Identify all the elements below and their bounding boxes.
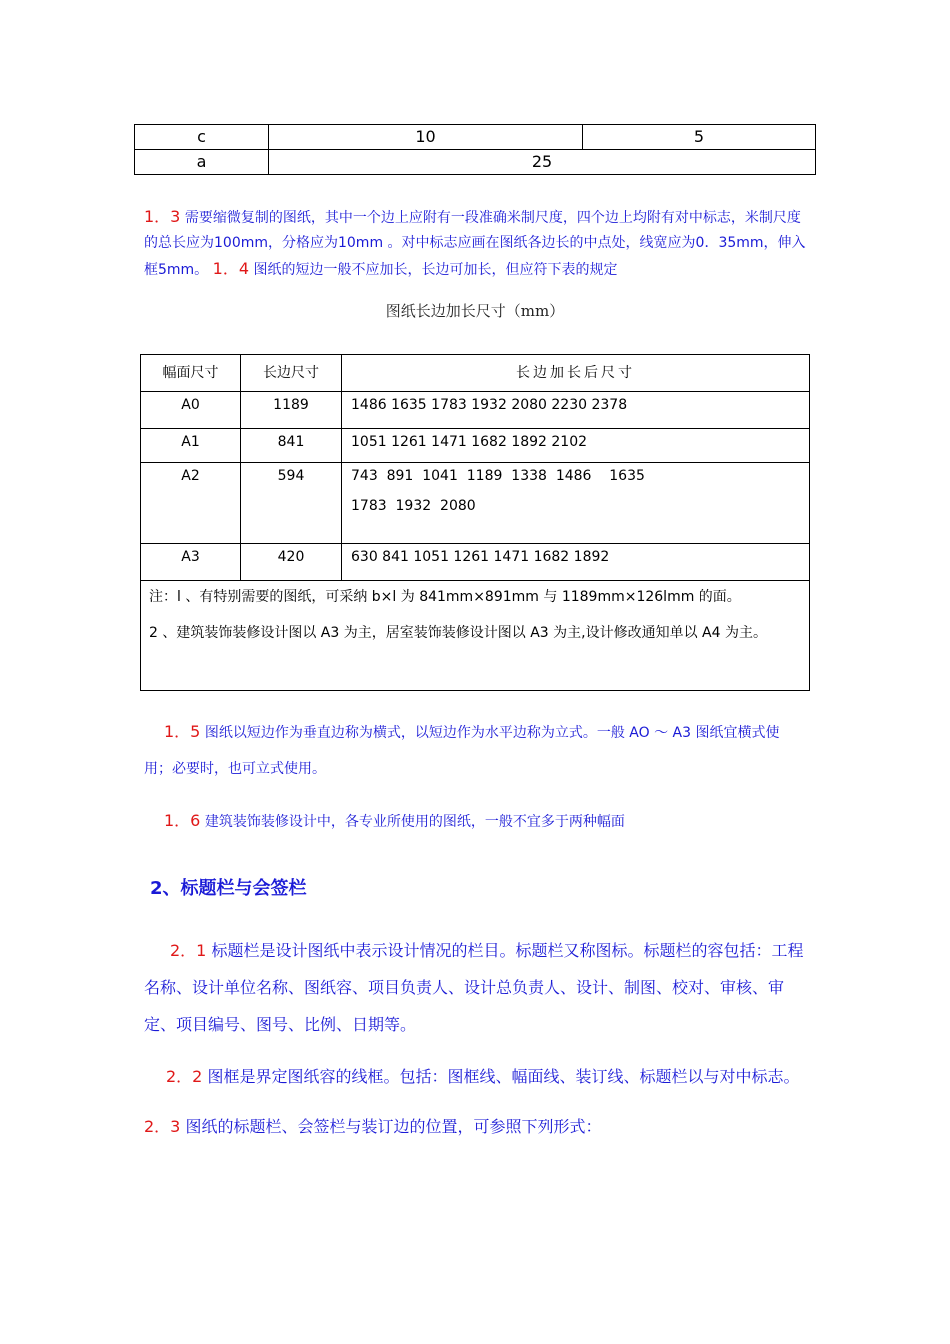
table-cell: 10 — [269, 125, 583, 150]
table-cell: 25 — [269, 150, 816, 175]
table-header-row — [141, 355, 810, 392]
table-row — [141, 463, 810, 544]
table-cell: a — [135, 150, 269, 175]
extended-values-line: 743 891 1041 1189 1338 1486 1635 — [351, 468, 645, 484]
extended-cell: 1486 1635 1783 1932 2080 2230 2378 — [342, 392, 810, 429]
paragraph-text: 图纸以短边作为垂直边称为横式，以短边作为水平边称为立式。一般 AO ～ A3 图纸宜横式使用；必要时，也可立式使用。 — [144, 725, 780, 777]
header-cell: 幅面尺寸 — [141, 355, 241, 392]
section-number: 2．2 — [166, 1067, 203, 1086]
size-cell: A3 — [141, 544, 241, 581]
paragraph-2-1 — [144, 932, 810, 1043]
table-cell: 5 — [583, 125, 816, 150]
paragraph-1-3 — [144, 204, 812, 283]
note-line: 注：l 、有特别需要的图纸，可采纳 b×l 为 841mm×891mm 与 1189mm×126lmm 的面。 — [149, 589, 741, 605]
paragraph-text: 图纸的标题栏、会签栏与装订边的位置，可参照下列形式： — [185, 1117, 602, 1136]
paragraph-1-5 — [144, 714, 804, 787]
table-row — [141, 429, 810, 463]
paragraph-2-3 — [144, 1114, 810, 1139]
extended-cell — [342, 463, 810, 544]
long-side-cell: 594 — [241, 463, 342, 544]
table-cell: c — [135, 125, 269, 150]
long-side-cell: 1189 — [241, 392, 342, 429]
extended-cell: 630 841 1051 1261 1471 1682 1892 — [342, 544, 810, 581]
table-note-row — [141, 581, 810, 691]
paper-size-table — [140, 354, 810, 691]
size-cell: A0 — [141, 392, 241, 429]
extended-cell: 1051 1261 1471 1682 1892 2102 — [342, 429, 810, 463]
section-heading: 2、标题栏与会签栏 — [150, 878, 307, 899]
paragraph-text: 标题栏是设计图纸中表示设计情况的栏目。标题栏又称图标。标题栏的容包括：工程名称、设计单位名称、图纸容、项目负责人、设计总负责人、设计、制图、校对、审核、审定、项目编号、图号、比例、日期等。 — [144, 941, 804, 1034]
note-cell — [141, 581, 810, 691]
section-number: 2．1 — [170, 941, 207, 960]
top-size-table — [134, 124, 816, 175]
section-number: 2．3 — [144, 1117, 181, 1136]
table-row — [141, 544, 810, 581]
paragraph-1-6 — [144, 808, 804, 831]
paragraph-text: 图框是界定图纸容的线框。包括：图框线、幅面线、装订线、标题栏以与对中标志。 — [207, 1067, 800, 1086]
size-cell: A2 — [141, 463, 241, 544]
table-caption: 图纸长边加长尺寸（mm） — [385, 302, 565, 320]
section-number: 1．6 — [164, 811, 201, 830]
paragraph-2-2 — [144, 1064, 810, 1089]
section-number: 1．3 — [144, 207, 181, 226]
long-side-cell: 841 — [241, 429, 342, 463]
paragraph-text: 图纸的短边一般不应加长，长边可加长，但应符下表的规定 — [253, 262, 618, 278]
paragraph-text: 需要缩微复制的图纸，其中一个边上应附有一段准确米制尺度，四个边上均附有对中标志，米制尺度的总长应为100mm，分格应为10mm 。对中标志应画在图纸各边长的中点处，线宽应为0．35mm，伸入框5mm。 — [144, 210, 806, 278]
section-number: 1．4 — [212, 259, 250, 278]
extended-values-line: 1783 1932 2080 — [351, 498, 476, 514]
table-row — [135, 150, 816, 175]
table-row — [141, 392, 810, 429]
header-cell: 长边加长后尺寸 — [342, 355, 810, 392]
note-line: 2 、建筑装饰装修设计图以 A3 为主，居室装饰装修设计图以 A3 为主,设计修改通知单以 A4 为主。 — [149, 625, 767, 641]
long-side-cell: 420 — [241, 544, 342, 581]
header-cell: 长边尺寸 — [241, 355, 342, 392]
section-number: 1．5 — [164, 722, 201, 741]
paragraph-text: 建筑装饰装修设计中，各专业所使用的图纸，一般不宜多于两种幅面 — [204, 814, 625, 830]
size-cell: A1 — [141, 429, 241, 463]
table-row — [135, 125, 816, 150]
